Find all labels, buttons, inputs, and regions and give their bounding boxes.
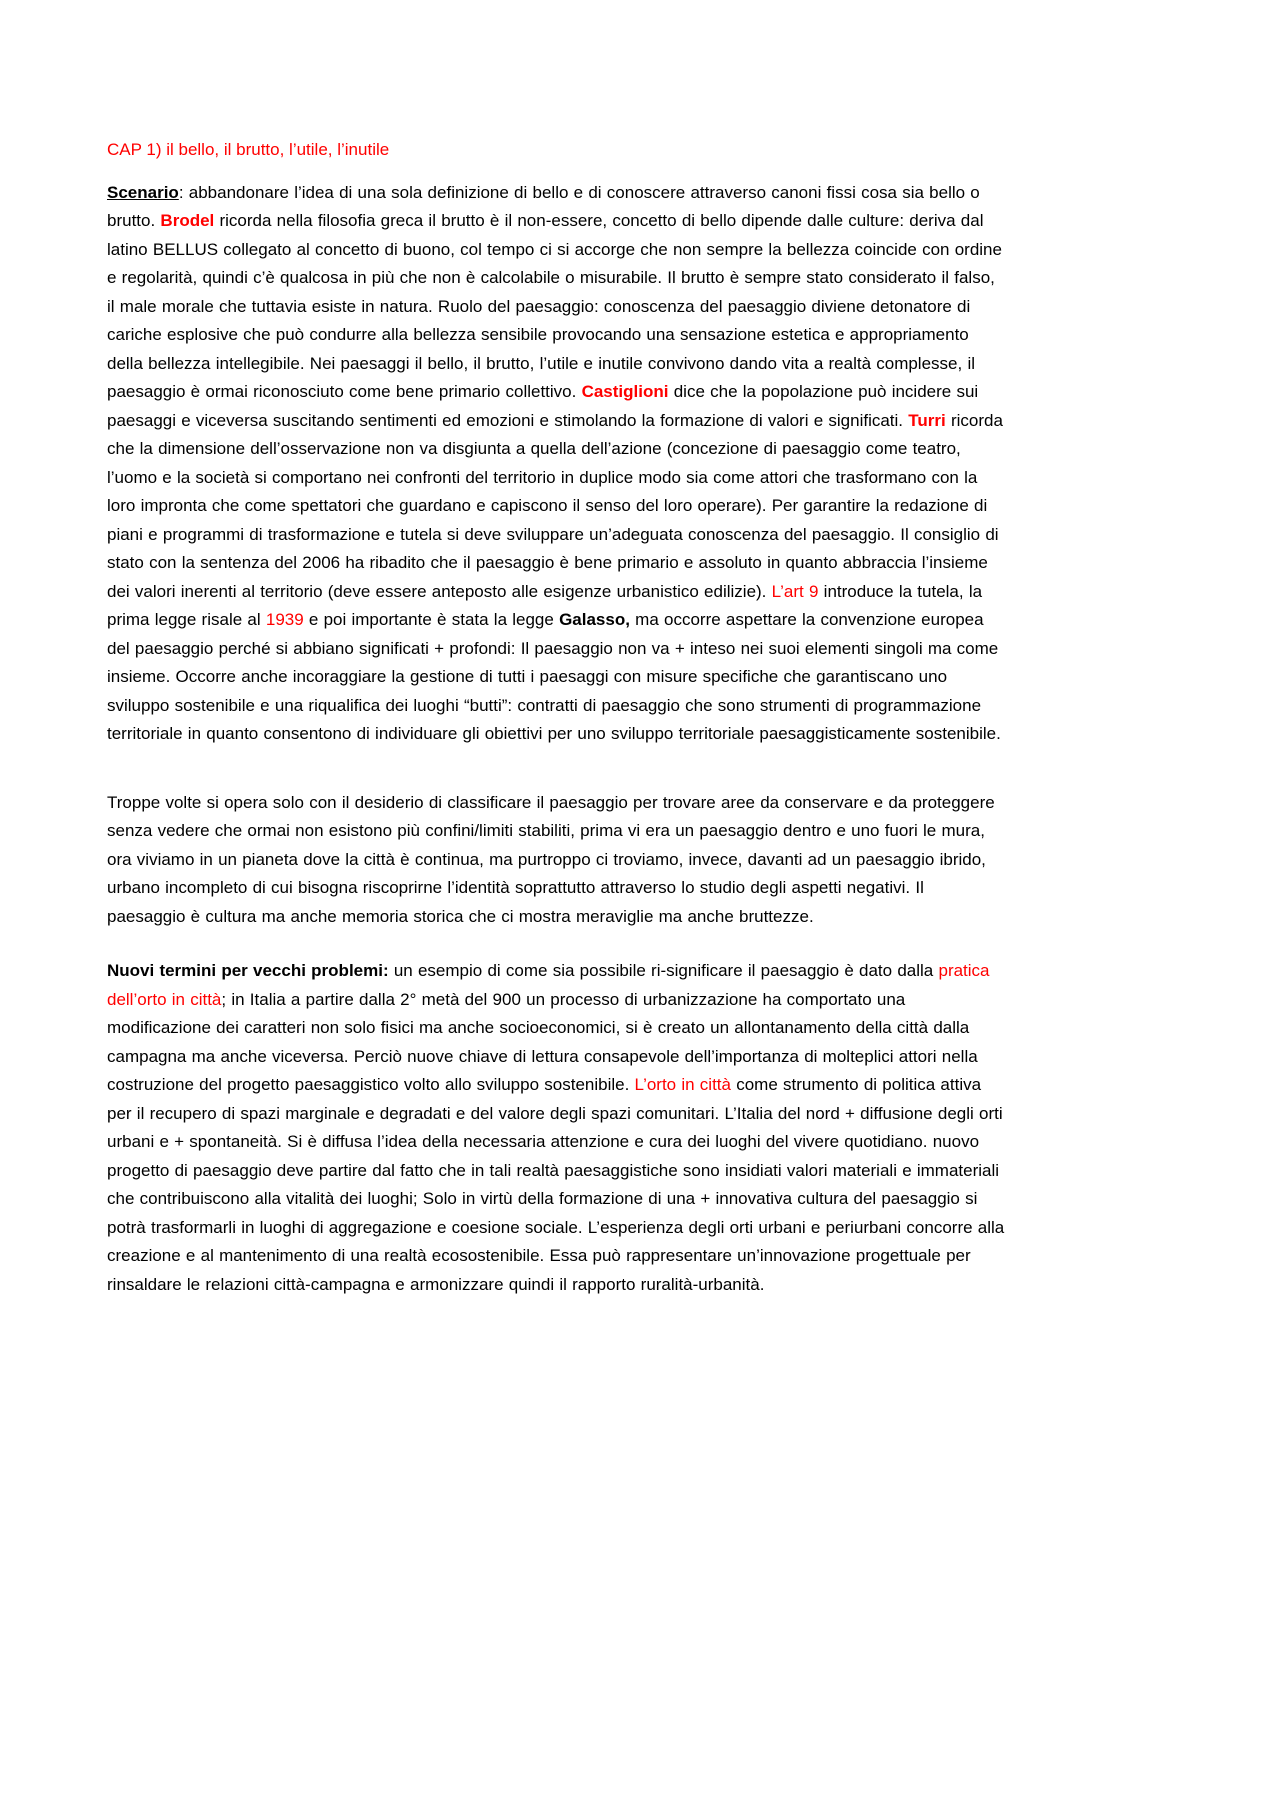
text-run: L’orto in città [634, 1075, 731, 1094]
text-run: Castiglioni [581, 382, 669, 401]
text-run: ricorda che la dimensione dell’osservazione non va disgiunta a quella dell’azione (concezione di paesaggio come teatro, l’uomo e la società si comportano nei confronti del territorio in duplice modo sia come attori che trasformano con la loro impronta che come spettatori che guardano e capiscono il senso del loro operare). Per garantire la redazione di piani e programmi di trasformazione e tutela si deve sviluppare un’adeguata conoscenza del paesaggio. Il consiglio di stato con la sentenza del 2006 ha ribadito che il paesaggio è bene primario e assoluto in quanto abbraccia l’insieme dei valori inerenti al territorio (deve essere anteposto alle esigenze urbanistico edilizie). [107, 410, 1003, 601]
text-run: introduce la tutela, la prima legge risale al [107, 581, 983, 629]
text-run: dice che la popolazione può incidere sui paesaggi e viceversa suscitando sentimenti ed emozioni e stimolando la formazione di valori e significati. [107, 382, 979, 430]
text-run: un esempio di come sia possibile ri-significare il paesaggio è dato dalla [388, 961, 939, 980]
text-run: Scenario [107, 182, 179, 202]
text-run: e poi importante è stata la legge [303, 610, 560, 629]
paragraph-scenario [107, 179, 1007, 749]
text-run: Troppe volte si opera solo con il desiderio di classificare il paesaggio per trovare aree da conservare e da proteggere senza vedere che ormai non esistono più confini/limiti stabiliti, prima vi era un paesaggio dentro e uno fuori le mura, ora viviamo in un pianeta dove la città è continua, ma purtroppo ci troviamo, invece, davanti ad un paesaggio ibrido, urbano incompleto di cui bisogna riscoprirne l’identità soprattutto attraverso lo studio degli aspetti negativi. Il paesaggio è cultura ma anche memoria storica che ci mostra meraviglie ma anche bruttezze. [107, 792, 995, 926]
paragraph-troppe-volte [107, 789, 1007, 932]
text-run: CAP 1) il bello, il brutto, l’utile, l’inutile [107, 140, 390, 159]
text-run: Galasso, [559, 610, 630, 629]
text-run: Turri [908, 410, 946, 430]
chapter-title [107, 136, 1007, 165]
text-run: come strumento di politica attiva per il recupero di spazi marginale e degradati e del valore degli spazi comunitari. L’Italia del nord + diffusione degli orti urbani e + spontaneità. Si è diffusa l’idea della necessaria attenzione e cura dei luoghi del vivere quotidiano. nuovo progetto di paesaggio deve partire dal fatto che in tali realtà paesaggistiche sono insidiati valori materiali e immateriali che contribuiscono alla vitalità dei luoghi; Solo in virtù della formazione di una + innovativa cultura del paesaggio si potrà trasformarli in luoghi di aggregazione e coesione sociale. L’esperienza degli orti urbani e periurbani concorre alla creazione e al mantenimento di una realtà ecosostenibile. Essa può rappresentare un’innovazione progettuale per rinsaldare le relazioni città-campagna e armonizzare quindi il rapporto ruralità-urbanità. [107, 1075, 1005, 1294]
text-run: 1939 [265, 610, 304, 629]
text-run: L’art 9 [771, 581, 819, 601]
paragraph-nuovi-termini [107, 957, 1007, 1299]
text-run: Nuovi termini per vecchi problemi: [107, 961, 389, 980]
text-run: ricorda nella filosofia greca il brutto è il non-essere, concetto di bello dipende dalle culture: deriva dal latino BELLUS collegato al concetto di buono, col tempo ci si accorge che non sempre la bellezza coincide con ordine e regolarità, quindi c’è qualcosa in più che non è calcolabile o misurabile. Il brutto è sempre stato considerato il falso, il male morale che tuttavia esiste in natura. Ruolo del paesaggio: conoscenza del paesaggio diviene detonatore di cariche esplosive che può condurre alla bellezza sensibile provocando una sensazione estetica e appropriamento della bellezza intellegibile. Nei paesaggi il bello, il brutto, l’utile e inutile convivono dando vita a realtà complesse, il paesaggio è ormai riconosciuto come bene primario collettivo. [107, 211, 1002, 401]
text-run: ma occorre aspettare la convenzione europea del paesaggio perché si abbiano significati + profondi: Il paesaggio non va + inteso nei suoi elementi singoli ma come insieme. Occorre anche incoraggiare la gestione di tutti i paesaggi con misure specifiche che garantiscano uno sviluppo sostenibile e una riqualifica dei luoghi “butti”: contratti di paesaggio che sono strumenti di programmazione territoriale in quanto consentono di individuare gli obiettivi per uno sviluppo territoriale paesaggisticamente sostenibile. [107, 610, 1001, 743]
text-run: pratica dell’orto in città [107, 961, 990, 1009]
text-run: : abbandonare l’idea di una sola definizione di bello e di conoscere attraverso canoni fissi cosa sia bello o brutto. [107, 182, 980, 230]
text-run: ; in Italia a partire dalla 2° metà del 900 un processo di urbanizzazione ha comportato una modificazione dei caratteri non solo fisici ma anche socioeconomici, si è creato un allontanamento della città dalla campagna ma anche viceversa. Perciò nuove chiave di lettura consapevole dell’importanza di molteplici attori nella costruzione del progetto paesaggistico volto allo sviluppo sostenibile. [107, 989, 978, 1094]
text-run: Brodel [160, 211, 215, 230]
